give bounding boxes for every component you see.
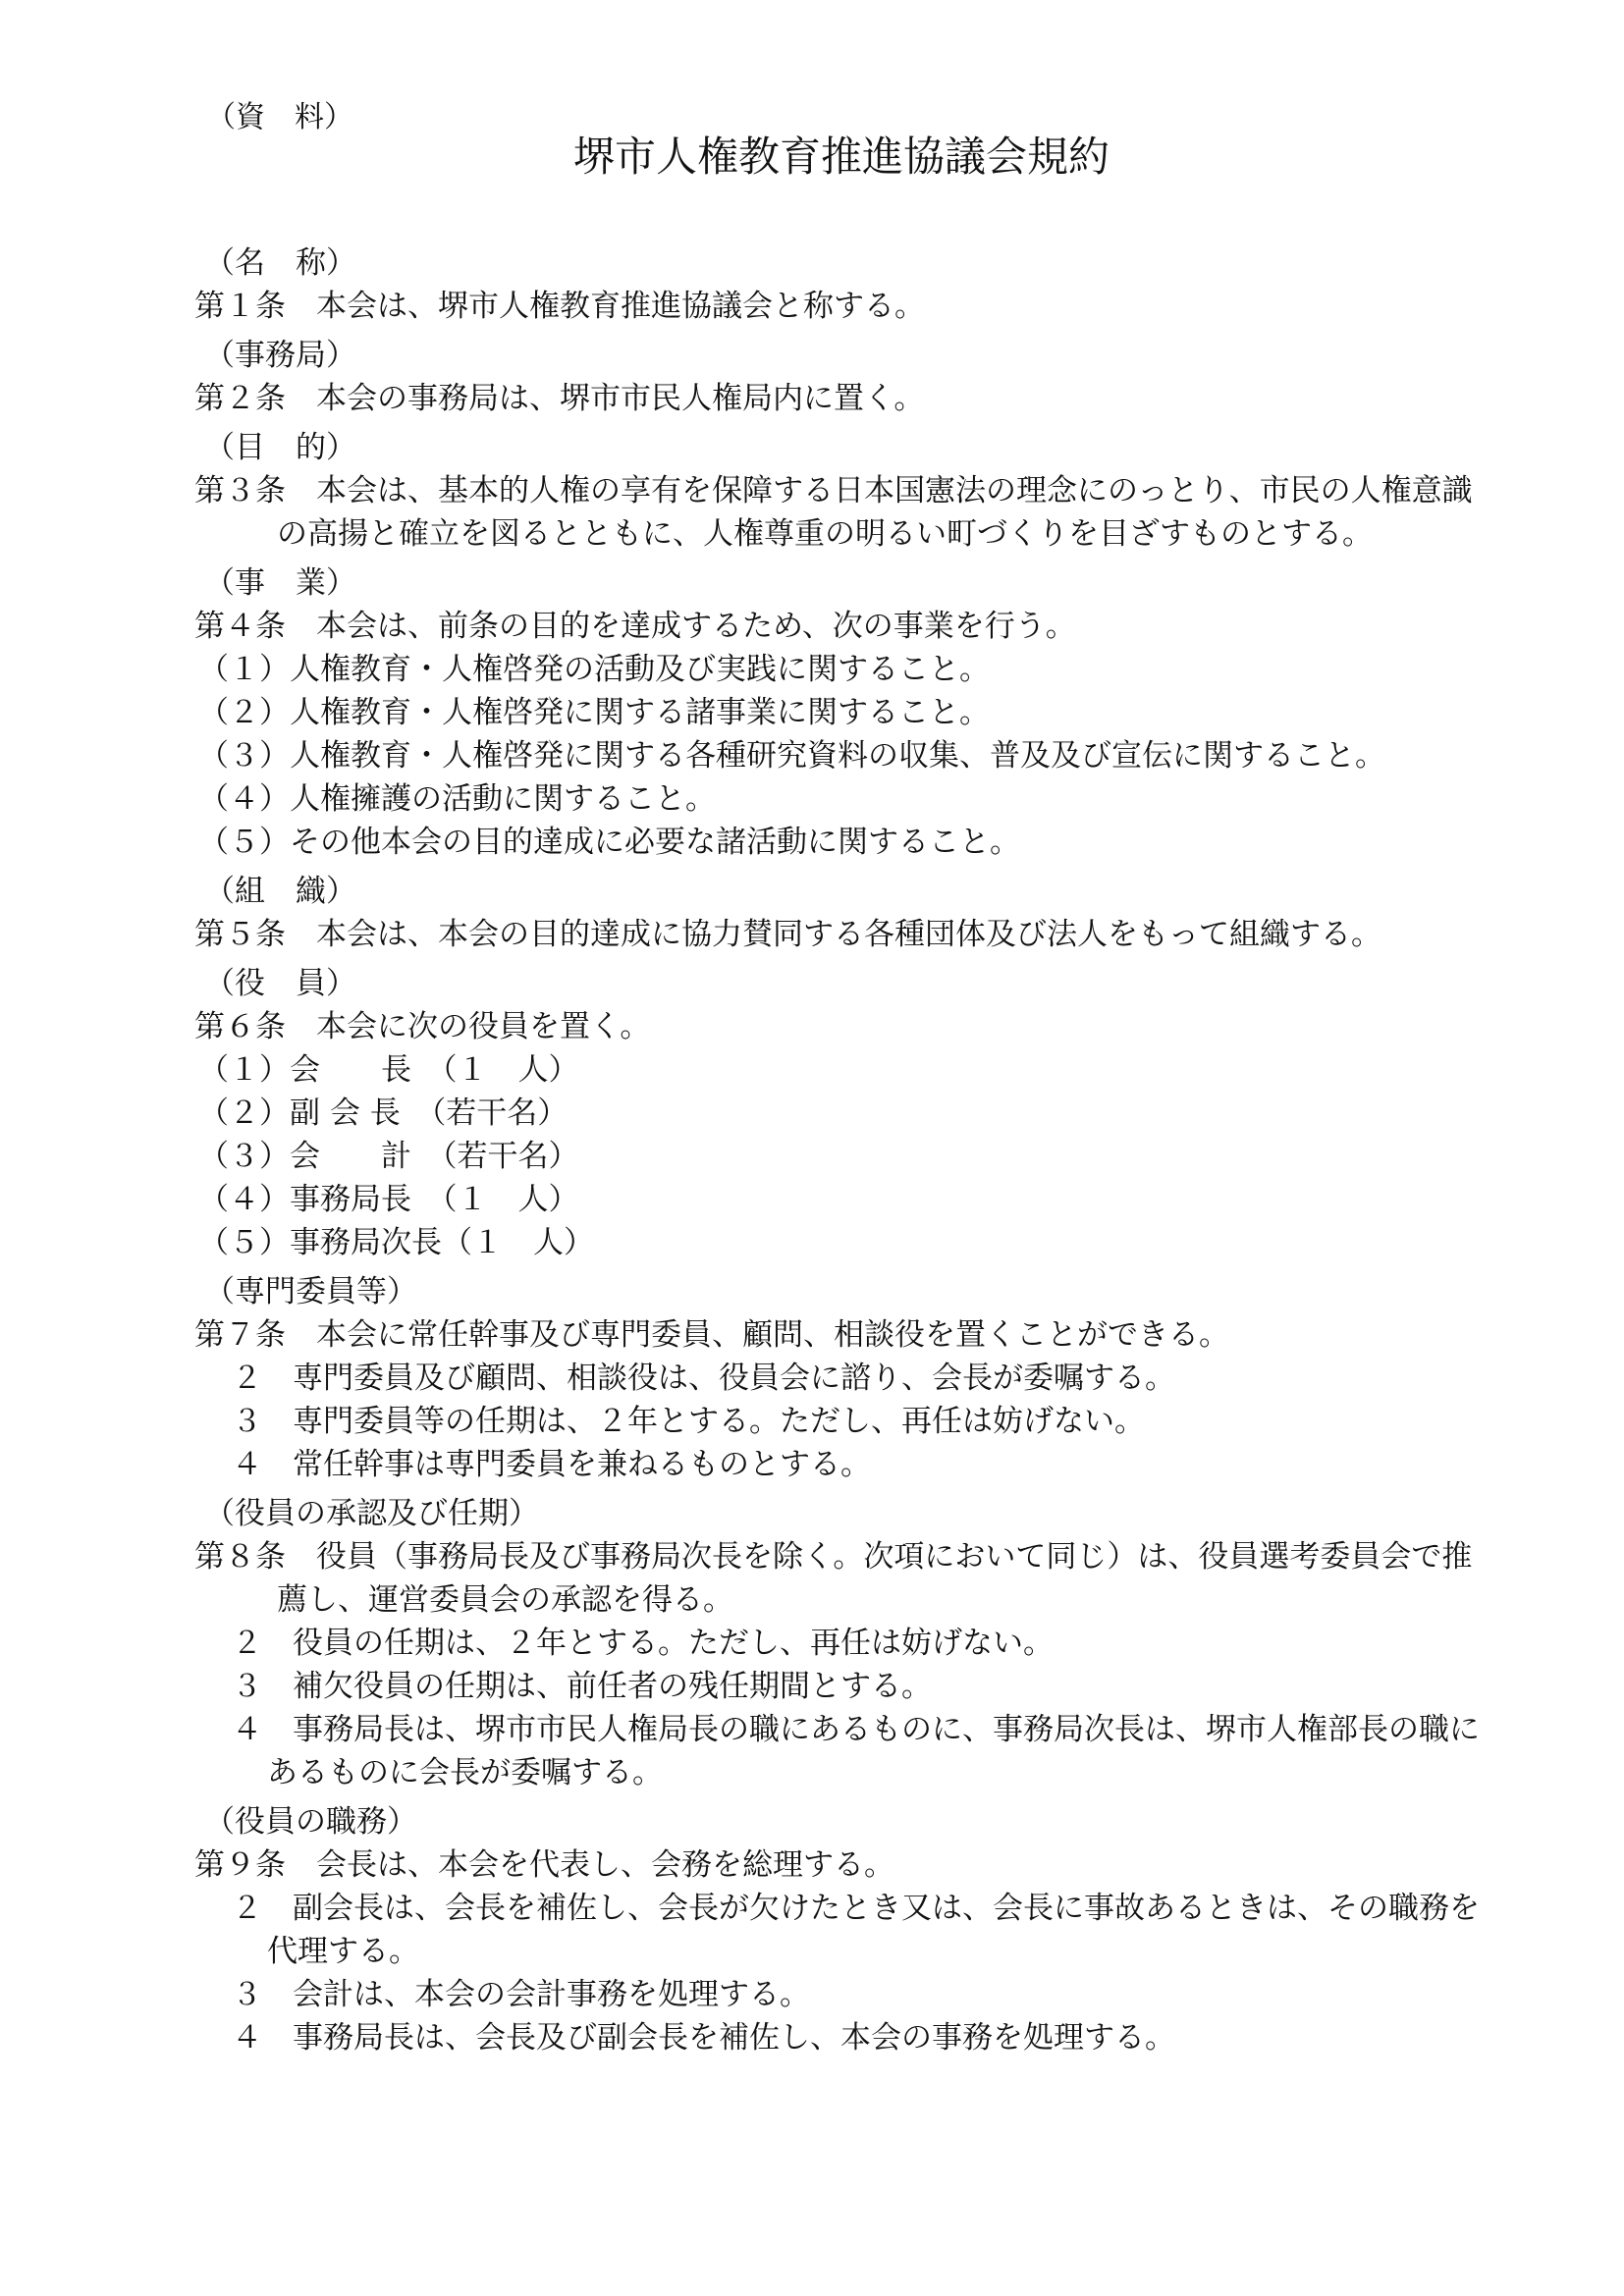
paragraph-text: ４ 事務局長は、堺市市民人権局長の職にあるものに、事務局次長は、堺市人権部長の職にあるものに会長が委嘱する。: [232, 1712, 1480, 1790]
article-text: 第６条 本会に次の役員を置く。: [194, 1009, 651, 1044]
list-item: （４）事務局長 （１ 人）: [198, 1182, 579, 1217]
document-label: （資 料）: [206, 100, 353, 134]
list-item: （３）会 計 （若干名）: [198, 1139, 579, 1174]
list-item: （２）副 会 長 （若干名）: [198, 1095, 568, 1131]
list-item: （４）人権擁護の活動に関すること。: [198, 781, 716, 817]
section: [194, 1270, 1481, 1486]
section-heading: （名 称）: [204, 245, 356, 281]
section: [194, 870, 1481, 956]
section-heading: （役員の承認及び任期）: [204, 1496, 539, 1531]
article-text: 第７条 本会に常任幹事及び専門委員、顧問、相談役を置くことができる。: [194, 1317, 1229, 1353]
section-heading: （組 織）: [204, 874, 356, 909]
section: [194, 334, 1481, 420]
article-text: 第９条 会長は、本会を代表し、会務を総理する。: [194, 1847, 894, 1883]
article-text: 第５条 本会は、本会の目的達成に協力賛同する各種団体及び法人をもって組織する。: [194, 917, 1381, 952]
article-text: 第２条 本会の事務局は、堺市市民人権局内に置く。: [194, 381, 925, 416]
paragraph-text: ３ 会計は、本会の会計事務を処理する。: [232, 1977, 810, 2012]
list-item: （５）事務局次長（１ 人）: [198, 1225, 594, 1260]
section-heading: （事 業）: [204, 565, 356, 601]
paragraph-text: ３ 専門委員等の任期は、２年とする。ただし、再任は妨げない。: [232, 1404, 1145, 1439]
section-heading: （役 員）: [204, 966, 356, 1001]
section-heading: （役員の職務）: [204, 1804, 417, 1840]
list-item: （２）人権教育・人権啓発に関する諸事業に関すること。: [198, 695, 990, 730]
paragraph-text: ２ 役員の任期は、２年とする。ただし、再任は妨げない。: [232, 1626, 1054, 1661]
article-text: 第３条 本会は、基本的人権の享有を保障する日本国憲法の理念にのっとり、市民の人権意識の高揚と確立を図るとともに、人権尊重の明るい町づくりを目ざすものとする。: [194, 473, 1473, 552]
section-heading: （目 的）: [204, 430, 356, 465]
section: [194, 962, 1481, 1264]
section: [194, 1492, 1481, 1794]
document-body: [194, 236, 1481, 2059]
section-heading: （事務局）: [204, 338, 356, 373]
list-item: （５）その他本会の目的達成に必要な諸活動に関すること。: [198, 825, 1020, 860]
article-text: 第８条 役員（事務局長及び事務局次長を除く。次項において同じ）は、役員選考委員会で推薦し、運営委員会の承認を得る。: [194, 1539, 1473, 1618]
section: [194, 241, 1481, 328]
list-item: （１）会 長 （１ 人）: [198, 1052, 579, 1088]
list-item: （３）人権教育・人権啓発に関する各種研究資料の収集、普及及び宣伝に関すること。: [198, 738, 1385, 774]
document-title: 堺市人権教育推進協議会規約: [572, 133, 1110, 181]
paragraph-text: ４ 常任幹事は専門委員を兼ねるものとする。: [232, 1447, 871, 1482]
paragraph-text: ３ 補欠役員の任期は、前任者の残任期間とする。: [232, 1669, 932, 1704]
section-heading: （専門委員等）: [204, 1274, 417, 1309]
article-text: 第４条 本会は、前条の目的を達成するため、次の事業を行う。: [194, 609, 1076, 644]
paragraph-text: ４ 事務局長は、会長及び副会長を補佐し、本会の事務を処理する。: [232, 2020, 1175, 2056]
paragraph-text: ２ 副会長は、会長を補佐し、会長が欠けたとき又は、会長に事故あるときは、その職務を代理する。: [232, 1891, 1480, 1969]
list-item: （１）人権教育・人権啓発の活動及び実践に関すること。: [198, 652, 990, 687]
paragraph-text: ２ 専門委員及び顧問、相談役は、役員会に諮り、会長が委嘱する。: [232, 1361, 1175, 1396]
section: [194, 426, 1481, 556]
article-text: 第１条 本会は、堺市人権教育推進協議会と称する。: [194, 289, 925, 324]
section: [194, 561, 1481, 864]
section: [194, 1800, 1481, 2059]
